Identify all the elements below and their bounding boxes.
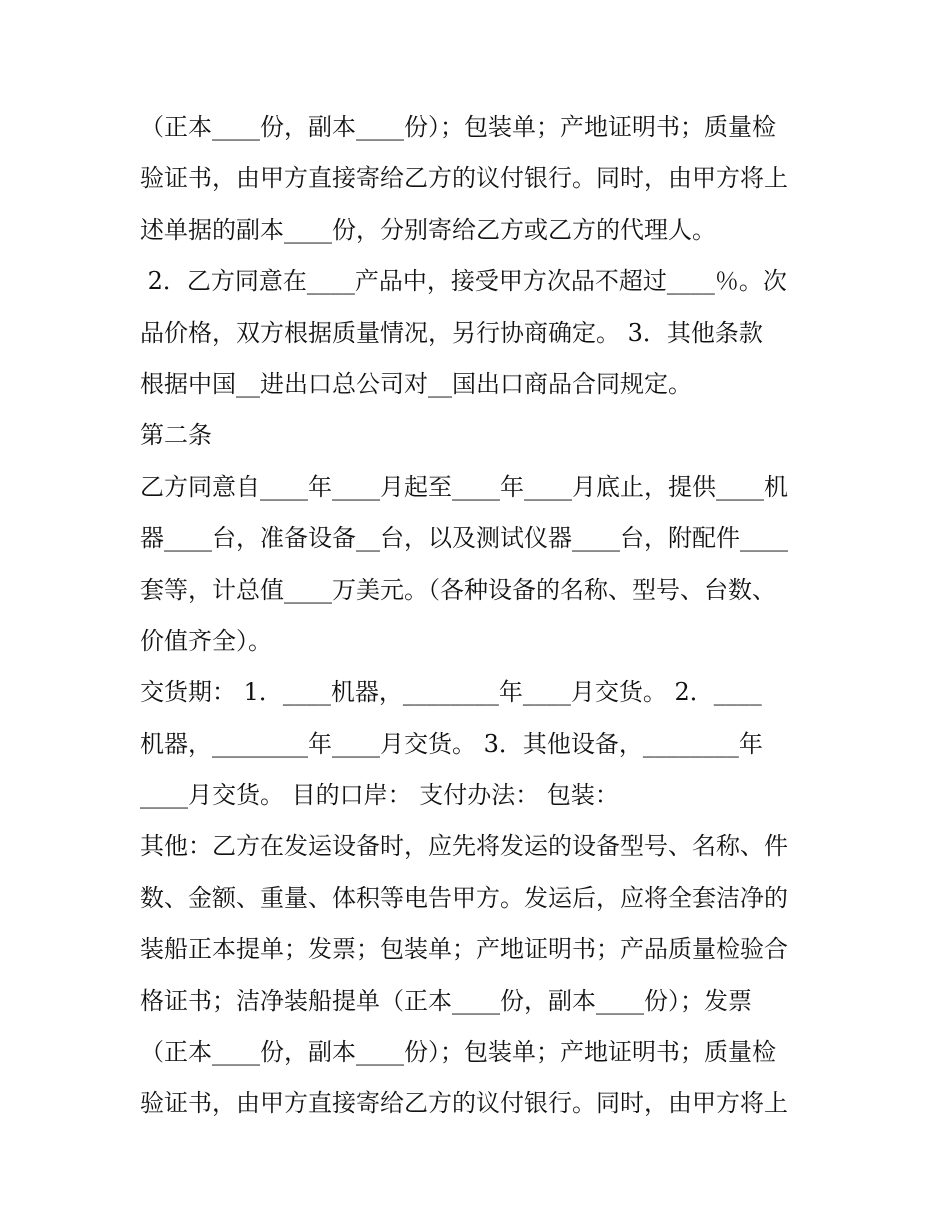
text-line: 根据中国__进出口总公司对__国出口商品合同规定。	[140, 369, 692, 398]
text-line: 装船正本提单；发票；包装单；产地证明书；产品质量检验合	[140, 935, 788, 964]
text-line: ____月交货。 目的口岸： 支付办法： 包装：	[140, 781, 619, 810]
text-line: 品价格，双方根据质量情况，另行协商确定。 3．其他条款	[140, 318, 763, 347]
text-line: 验证书，由甲方直接寄给乙方的议付银行。同时，由甲方将上	[140, 1089, 788, 1118]
text-line: 述单据的副本____份，分别寄给乙方或乙方的代理人。	[140, 215, 716, 244]
text-line: 其他：乙方在发运设备时，应先将发运的设备型号、名称、件	[140, 832, 788, 861]
section-heading: 第二条	[140, 421, 212, 450]
contract-text-block	[140, 102, 820, 1130]
text-line: 验证书，由甲方直接寄给乙方的议付银行。同时，由甲方将上	[140, 164, 788, 193]
text-line: 机器，________年____月交货。 3．其他设备，________年	[140, 729, 763, 758]
text-line: 数、金额、重量、体积等电告甲方。发运后，应将全套洁净的	[140, 883, 788, 912]
text-line: （正本____份，副本____份）；包装单；产地证明书；质量检	[140, 113, 776, 141]
text-line: 格证书；洁净装船提单（正本____份，副本____份）；发票	[140, 986, 752, 1015]
text-line: 套等，计总值____万美元。（各种设备的名称、型号、台数、	[140, 575, 776, 604]
text-line: 2．乙方同意在____产品中，接受甲方次品不超过____％。次	[140, 267, 787, 296]
text-line: （正本____份，副本____份）；包装单；产地证明书；质量检	[140, 1038, 776, 1067]
text-line: 乙方同意自____年____月起至____年____月底止，提供____机	[140, 472, 788, 501]
text-line: 价值齐全）。	[140, 626, 272, 655]
text-line: 器____台，准备设备__台，以及测试仪器____台，附配件____	[140, 524, 788, 553]
text-line: 交货期： 1．____机器，________年____月交货。 2．____	[140, 678, 762, 707]
